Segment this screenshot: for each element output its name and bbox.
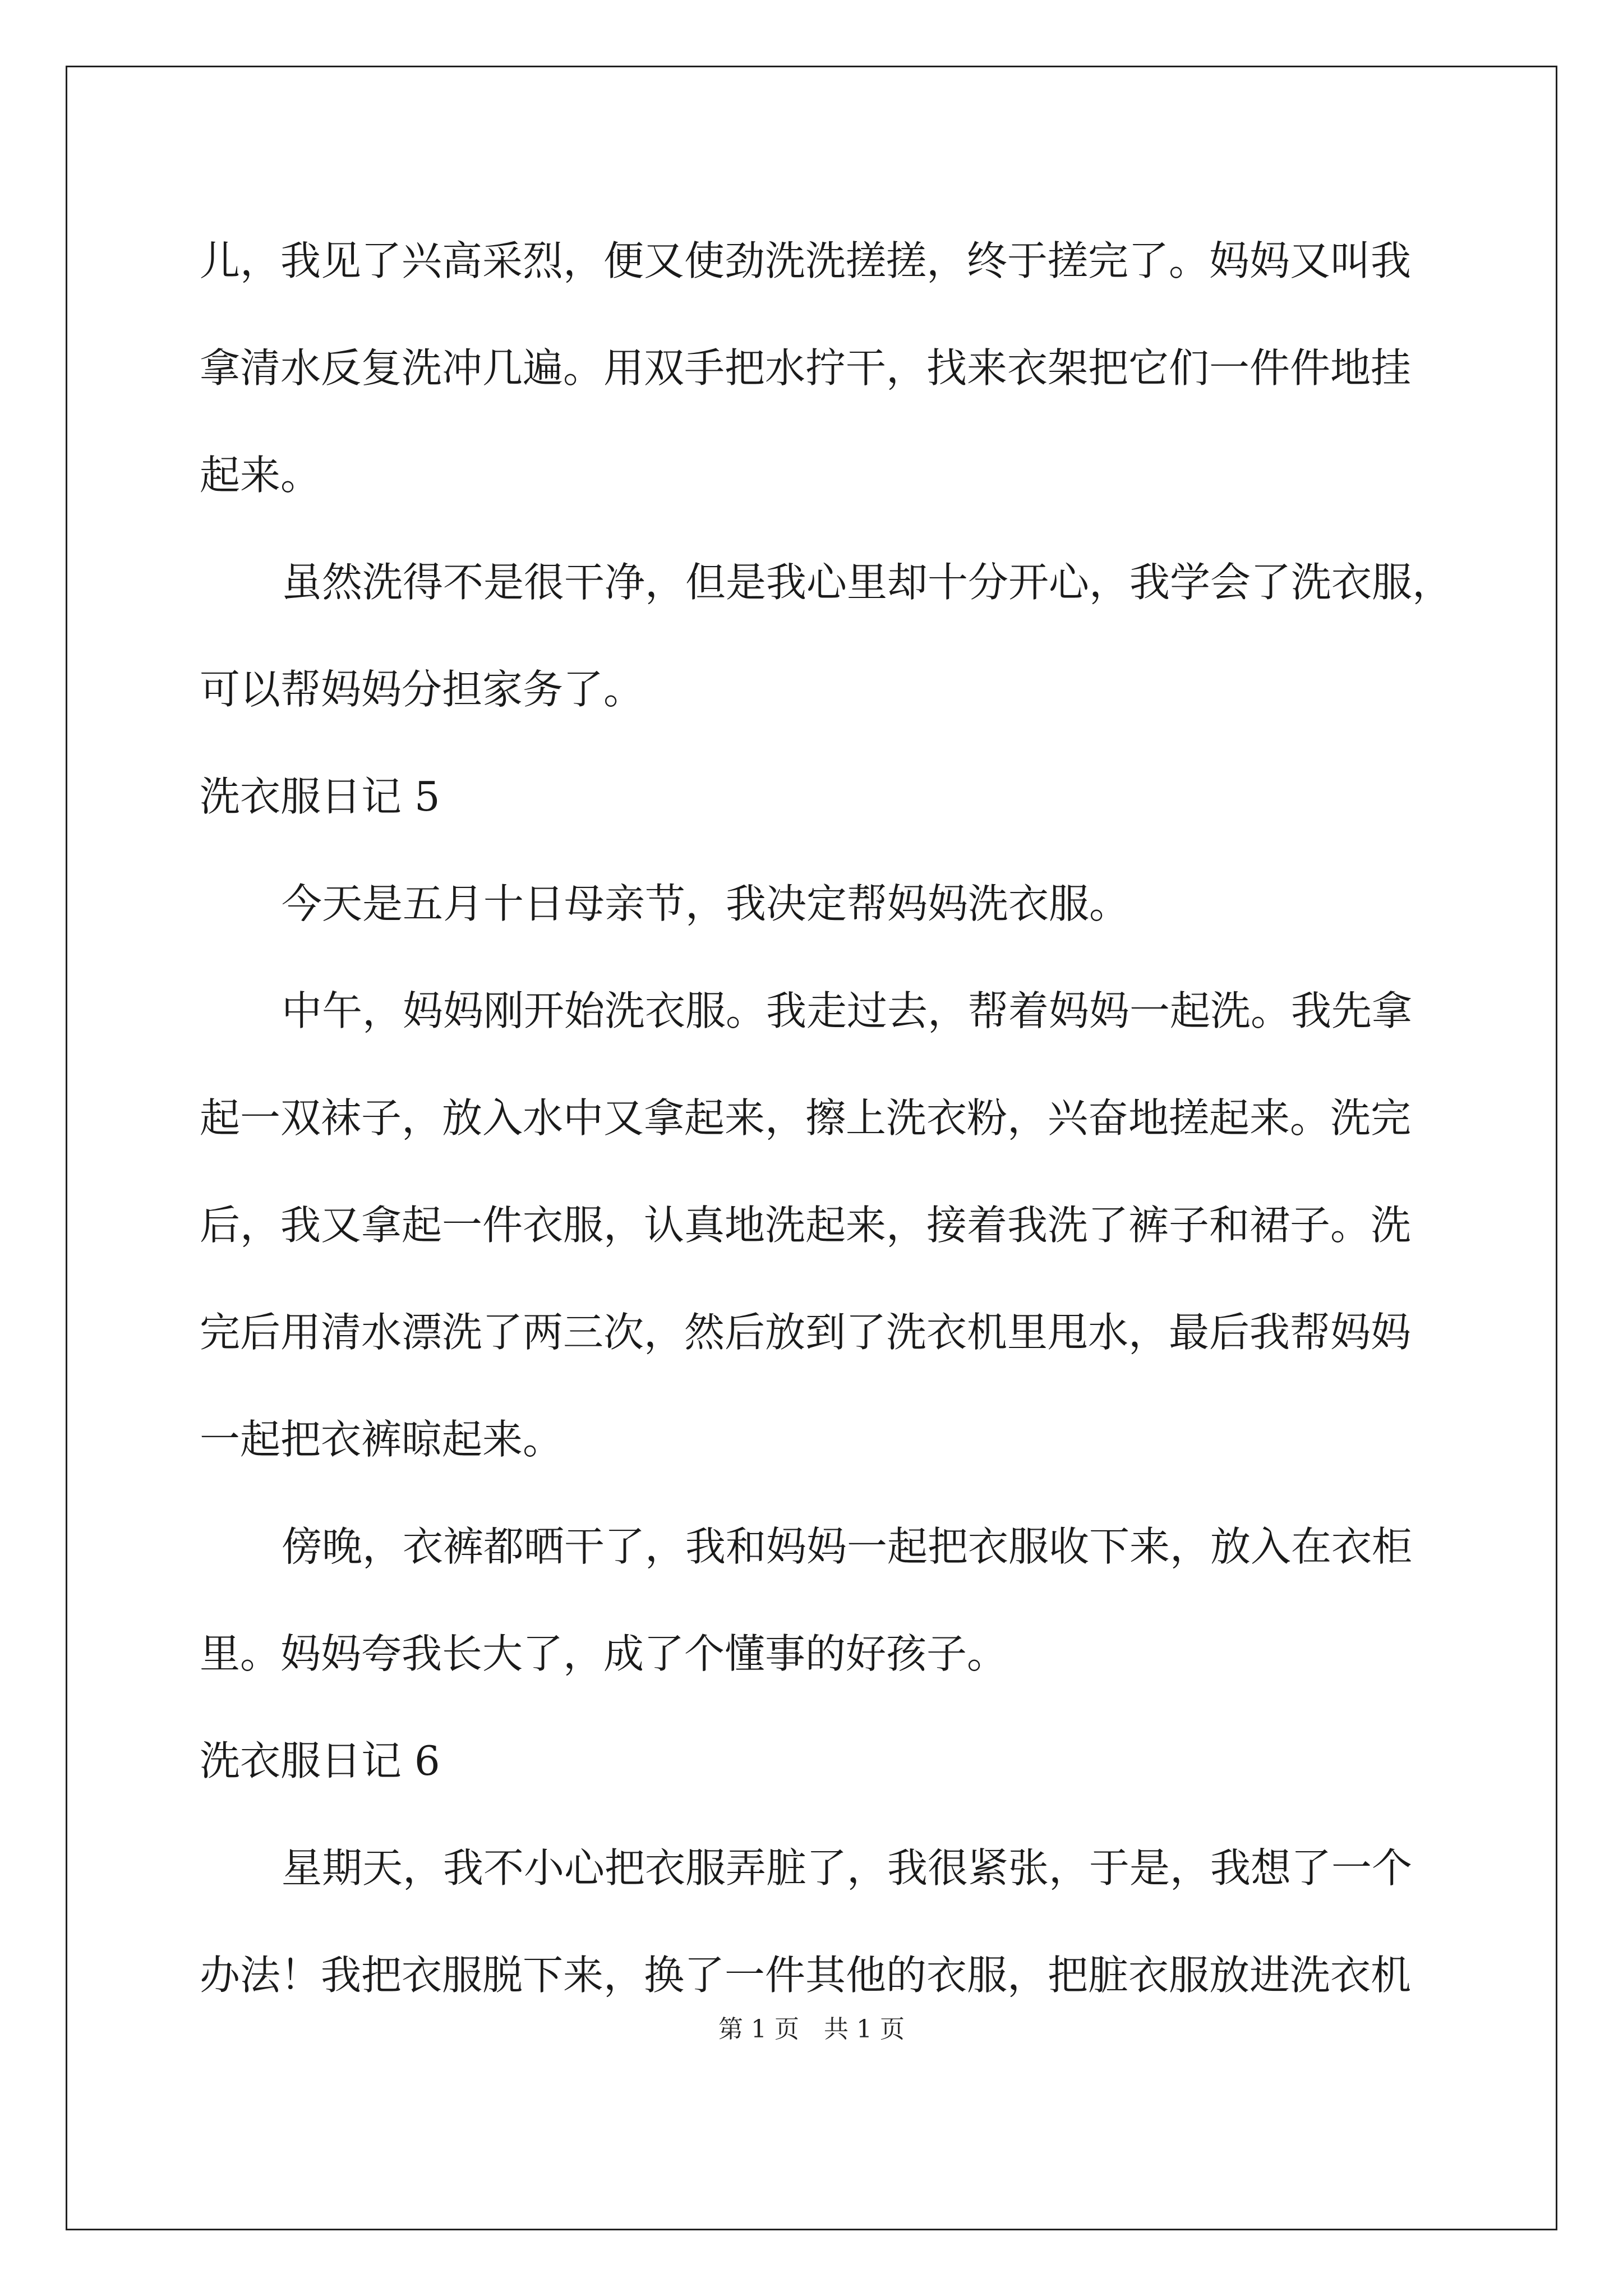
page-footer: 第 1 页 共 1 页 bbox=[718, 2015, 905, 2044]
section-heading: 洗衣服日记 5 bbox=[200, 773, 440, 820]
body-line: 完后用清水漂洗了两三次，然后放到了洗衣机里甩水，最后我帮妈妈 bbox=[200, 1309, 1412, 1356]
body-line: 拿清水反复洗冲几遍。用双手把水拧干，找来衣架把它们一件件地挂 bbox=[200, 344, 1412, 392]
body-line: 一起把衣裤晾起来。 bbox=[200, 1416, 564, 1463]
body-line: 傍晚，衣裤都晒干了，我和妈妈一起把衣服收下来，放入在衣柜 bbox=[282, 1523, 1413, 1570]
body-line: 起来。 bbox=[200, 452, 321, 499]
body-line: 星期天，我不小心把衣服弄脏了，我很紧张，于是，我想了一个 bbox=[282, 1844, 1413, 1892]
body-line: 起一双袜子，放入水中又拿起来，擦上洗衣粉，兴奋地搓起来。洗完 bbox=[200, 1094, 1412, 1142]
body-line: 中午，妈妈刚开始洗衣服。我走过去，帮着妈妈一起洗。我先拿 bbox=[282, 987, 1413, 1034]
section-heading: 洗衣服日记 6 bbox=[200, 1737, 440, 1784]
body-line: 可以帮妈妈分担家务了。 bbox=[200, 666, 644, 713]
body-line: 里。妈妈夸我长大了，成了个懂事的好孩子。 bbox=[200, 1630, 1008, 1677]
body-line: 儿，我见了兴高采烈，便又使劲洗洗搓搓，终于搓完了。妈妈又叫我 bbox=[200, 237, 1412, 284]
body-line: 今天是五月十日母亲节，我决定帮妈妈洗衣服。 bbox=[282, 880, 1130, 927]
body-line: 虽然洗得不是很干净，但是我心里却十分开心，我学会了洗衣服， bbox=[282, 559, 1453, 606]
body-line: 办法！我把衣服脱下来，换了一件其他的衣服，把脏衣服放进洗衣机 bbox=[200, 1952, 1412, 1999]
document-body bbox=[200, 208, 1453, 2029]
body-line: 后，我又拿起一件衣服，认真地洗起来，接着我洗了裤子和裙子。洗 bbox=[200, 1202, 1412, 1249]
